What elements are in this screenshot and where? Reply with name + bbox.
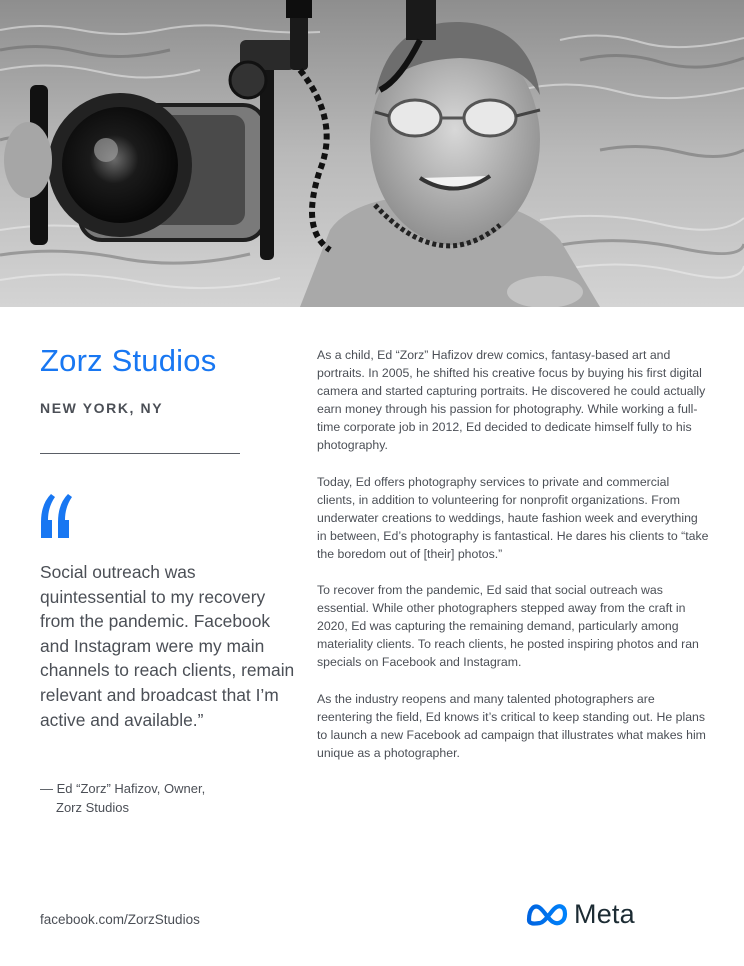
page-title: Zorz Studios: [40, 343, 217, 378]
meta-logo: [525, 898, 635, 930]
quote-mark-icon: [38, 492, 72, 538]
attribution-company: Zorz Studios: [56, 800, 129, 815]
body-paragraph: As the industry reopens and many talented photographers are reentering the field, Ed knows it’s critical to keep standing out. He plans to launch a new Facebook ad campaign that illustrates what makes him unique as a photographer.: [317, 691, 706, 760]
body-paragraph: To recover from the pandemic, Ed said that social outreach was essential. While other photographers stepped away from the craft in 2020, Ed was capturing the remaining demand, particularly among materiality clients. To reach clients, he posted inspiring photos and ran specials on Facebook and Instagram.: [317, 583, 699, 669]
body-paragraph: Today, Ed offers photography services to private and commercial clients, in addition to volunteering for nonprofit organizations. From underwater creations to weddings, haute fashion week and everything in between, Ed’s photography is fantastical. He dares his clients to “take the boredom out of [their] photos.”: [317, 474, 709, 561]
hero-photo: [0, 0, 744, 307]
facebook-page-link[interactable]: facebook.com/ZorzStudios: [40, 912, 200, 927]
body-paragraph: As a child, Ed “Zorz” Hafizov drew comics, fantasy-based art and portraits. In 2005, he shifted his creative focus by buying his first digital camera and started capturing portraits. He discovered he could actually earn money through his passion for photography. While working a full-time corporate job in 2012, Ed decided to dedicate himself fully to his photography.: [317, 348, 706, 452]
pull-quote: Social outreach was quintessential to my recovery from the pandemic. Facebook and Instagram were my main channels to reach clients, remain relevant and broadcast that I’m active and available.”: [40, 562, 295, 730]
divider: [40, 453, 240, 454]
meta-infinity-icon: [525, 902, 569, 926]
photographer-photo-image: [0, 0, 744, 307]
meta-wordmark: Meta: [574, 898, 635, 929]
location-label: NEW YORK, NY: [40, 400, 164, 416]
article-body: [317, 346, 709, 780]
attribution-name: — Ed “Zorz” Hafizov, Owner,: [40, 781, 206, 796]
quote-attribution: [40, 779, 270, 817]
